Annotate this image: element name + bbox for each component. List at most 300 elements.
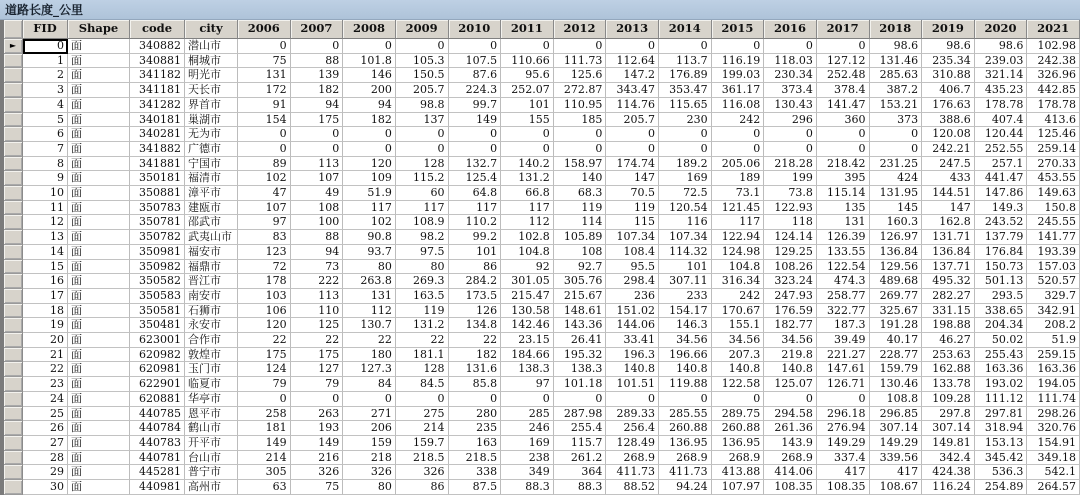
cell-2011[interactable]: 23.15 xyxy=(501,333,554,348)
cell-2011[interactable]: 238 xyxy=(501,451,554,466)
cell-shape[interactable]: 面 xyxy=(68,274,130,289)
cell-fid[interactable]: 25 xyxy=(23,407,68,422)
cell-code[interactable]: 350783 xyxy=(130,201,185,216)
cell-city[interactable]: 台山市 xyxy=(185,451,238,466)
cell-2012[interactable]: 138.3 xyxy=(554,362,607,377)
cell-2020[interactable]: 254.89 xyxy=(975,480,1028,495)
cell-2017[interactable]: 322.77 xyxy=(817,304,870,319)
cell-2006[interactable]: 154 xyxy=(238,113,291,128)
cell-2019[interactable]: 297.8 xyxy=(922,407,975,422)
cell-shape[interactable]: 面 xyxy=(68,318,130,333)
cell-2006[interactable]: 83 xyxy=(238,230,291,245)
cell-2011[interactable]: 95.6 xyxy=(501,68,554,83)
row-selector[interactable] xyxy=(4,230,23,245)
row-selector[interactable] xyxy=(4,304,23,319)
cell-2010[interactable]: 0 xyxy=(449,392,502,407)
cell-2020[interactable]: 50.02 xyxy=(975,333,1028,348)
cell-fid[interactable]: 6 xyxy=(23,127,68,142)
cell-2014[interactable]: 230 xyxy=(659,113,712,128)
cell-2012[interactable]: 364 xyxy=(554,465,607,480)
cell-2006[interactable]: 106 xyxy=(238,304,291,319)
cell-code[interactable]: 340882 xyxy=(130,39,185,54)
cell-city[interactable]: 玉门市 xyxy=(185,362,238,377)
cell-2008[interactable]: 200 xyxy=(343,83,396,98)
cell-2014[interactable]: 169 xyxy=(659,171,712,186)
cell-2014[interactable]: 34.56 xyxy=(659,333,712,348)
cell-2007[interactable]: 88 xyxy=(291,230,344,245)
cell-2021[interactable]: 442.85 xyxy=(1027,83,1080,98)
cell-city[interactable]: 晋江市 xyxy=(185,274,238,289)
cell-2009[interactable]: 86 xyxy=(396,480,449,495)
cell-code[interactable]: 620982 xyxy=(130,348,185,363)
cell-2019[interactable]: 120.08 xyxy=(922,127,975,142)
cell-2018[interactable]: 153.21 xyxy=(870,98,923,113)
cell-city[interactable]: 巢湖市 xyxy=(185,113,238,128)
cell-city[interactable]: 潜山市 xyxy=(185,39,238,54)
cell-2013[interactable]: 119 xyxy=(606,201,659,216)
cell-2011[interactable]: 301.05 xyxy=(501,274,554,289)
cell-2017[interactable]: 187.3 xyxy=(817,318,870,333)
cell-2006[interactable]: 103 xyxy=(238,289,291,304)
cell-code[interactable]: 350881 xyxy=(130,186,185,201)
cell-2020[interactable]: 345.42 xyxy=(975,451,1028,466)
cell-2006[interactable]: 258 xyxy=(238,407,291,422)
cell-2014[interactable]: 260.88 xyxy=(659,421,712,436)
cell-2016[interactable]: 143.9 xyxy=(764,436,817,451)
cell-2015[interactable]: 34.56 xyxy=(712,333,765,348)
cell-2013[interactable]: 205.7 xyxy=(606,113,659,128)
cell-2015[interactable]: 116.08 xyxy=(712,98,765,113)
cell-shape[interactable]: 面 xyxy=(68,54,130,69)
cell-city[interactable]: 广德市 xyxy=(185,142,238,157)
cell-2014[interactable]: 353.47 xyxy=(659,83,712,98)
cell-2006[interactable]: 214 xyxy=(238,451,291,466)
cell-2009[interactable]: 98.8 xyxy=(396,98,449,113)
row-selector[interactable] xyxy=(4,465,23,480)
row-selector[interactable] xyxy=(4,392,23,407)
cell-fid[interactable]: 20 xyxy=(23,333,68,348)
cell-2008[interactable]: 102 xyxy=(343,215,396,230)
cell-2007[interactable]: 108 xyxy=(291,201,344,216)
cell-2012[interactable]: 261.2 xyxy=(554,451,607,466)
cell-2012[interactable]: 26.41 xyxy=(554,333,607,348)
cell-2018[interactable]: 231.25 xyxy=(870,157,923,172)
cell-2018[interactable]: 131.95 xyxy=(870,186,923,201)
cell-fid[interactable]: 30 xyxy=(23,480,68,495)
cell-2006[interactable]: 75 xyxy=(238,54,291,69)
cell-2011[interactable]: 112 xyxy=(501,215,554,230)
cell-2017[interactable]: 149.29 xyxy=(817,436,870,451)
column-header-2014[interactable]: 2014 xyxy=(659,20,712,39)
cell-city[interactable]: 建瓯市 xyxy=(185,201,238,216)
cell-2014[interactable]: 94.24 xyxy=(659,480,712,495)
cell-2014[interactable]: 116 xyxy=(659,215,712,230)
cell-2012[interactable]: 125.6 xyxy=(554,68,607,83)
cell-2016[interactable]: 140.8 xyxy=(764,362,817,377)
cell-fid[interactable]: 27 xyxy=(23,436,68,451)
cell-2012[interactable]: 110.95 xyxy=(554,98,607,113)
cell-2020[interactable]: 178.78 xyxy=(975,98,1028,113)
cell-2012[interactable]: 68.3 xyxy=(554,186,607,201)
cell-code[interactable]: 622901 xyxy=(130,377,185,392)
cell-2011[interactable]: 0 xyxy=(501,39,554,54)
cell-2015[interactable]: 0 xyxy=(712,142,765,157)
cell-2007[interactable]: 175 xyxy=(291,113,344,128)
cell-2009[interactable]: 218.5 xyxy=(396,451,449,466)
cell-2021[interactable]: 125.46 xyxy=(1027,127,1080,142)
cell-2013[interactable]: 289.33 xyxy=(606,407,659,422)
cell-2011[interactable]: 142.46 xyxy=(501,318,554,333)
cell-2006[interactable]: 22 xyxy=(238,333,291,348)
cell-2021[interactable]: 270.33 xyxy=(1027,157,1080,172)
cell-2009[interactable]: 98.2 xyxy=(396,230,449,245)
cell-2020[interactable]: 501.13 xyxy=(975,274,1028,289)
cell-2010[interactable]: 134.8 xyxy=(449,318,502,333)
cell-shape[interactable]: 面 xyxy=(68,83,130,98)
cell-2015[interactable]: 116.19 xyxy=(712,54,765,69)
cell-2019[interactable]: 109.28 xyxy=(922,392,975,407)
column-header-2018[interactable]: 2018 xyxy=(870,20,923,39)
cell-2016[interactable]: 118 xyxy=(764,215,817,230)
cell-2015[interactable]: 155.1 xyxy=(712,318,765,333)
cell-2014[interactable]: 411.73 xyxy=(659,465,712,480)
cell-2021[interactable]: 298.26 xyxy=(1027,407,1080,422)
cell-2007[interactable]: 110 xyxy=(291,304,344,319)
cell-2019[interactable]: 116.24 xyxy=(922,480,975,495)
cell-2007[interactable]: 222 xyxy=(291,274,344,289)
cell-2020[interactable]: 257.1 xyxy=(975,157,1028,172)
cell-2019[interactable]: 310.88 xyxy=(922,68,975,83)
cell-2010[interactable]: 280 xyxy=(449,407,502,422)
cell-2014[interactable]: 146.3 xyxy=(659,318,712,333)
cell-2008[interactable]: 80 xyxy=(343,480,396,495)
cell-2012[interactable]: 195.32 xyxy=(554,348,607,363)
cell-2012[interactable]: 185 xyxy=(554,113,607,128)
cell-shape[interactable]: 面 xyxy=(68,333,130,348)
cell-2011[interactable]: 169 xyxy=(501,436,554,451)
cell-2017[interactable]: 296.18 xyxy=(817,407,870,422)
cell-shape[interactable]: 面 xyxy=(68,157,130,172)
cell-2011[interactable]: 88.3 xyxy=(501,480,554,495)
cell-2020[interactable]: 150.73 xyxy=(975,260,1028,275)
cell-2021[interactable]: 264.57 xyxy=(1027,480,1080,495)
cell-2013[interactable]: 147.2 xyxy=(606,68,659,83)
cell-2010[interactable]: 224.3 xyxy=(449,83,502,98)
cell-2014[interactable]: 0 xyxy=(659,392,712,407)
cell-2012[interactable]: 88.3 xyxy=(554,480,607,495)
cell-2013[interactable]: 0 xyxy=(606,127,659,142)
cell-2007[interactable]: 0 xyxy=(291,39,344,54)
cell-2015[interactable]: 170.67 xyxy=(712,304,765,319)
cell-2017[interactable]: 360 xyxy=(817,113,870,128)
cell-2008[interactable]: 101.8 xyxy=(343,54,396,69)
cell-2006[interactable]: 172 xyxy=(238,83,291,98)
cell-2010[interactable]: 149 xyxy=(449,113,502,128)
cell-2011[interactable]: 66.8 xyxy=(501,186,554,201)
cell-2021[interactable]: 150.8 xyxy=(1027,201,1080,216)
cell-shape[interactable]: 面 xyxy=(68,142,130,157)
cell-2017[interactable]: 141.47 xyxy=(817,98,870,113)
cell-2009[interactable]: 80 xyxy=(396,260,449,275)
cell-2012[interactable]: 140 xyxy=(554,171,607,186)
cell-2021[interactable]: 413.6 xyxy=(1027,113,1080,128)
cell-2019[interactable]: 406.7 xyxy=(922,83,975,98)
cell-2007[interactable]: 326 xyxy=(291,465,344,480)
cell-2011[interactable]: 215.47 xyxy=(501,289,554,304)
cell-2017[interactable]: 126.71 xyxy=(817,377,870,392)
cell-2010[interactable]: 182 xyxy=(449,348,502,363)
cell-shape[interactable]: 面 xyxy=(68,407,130,422)
cell-2021[interactable]: 326.96 xyxy=(1027,68,1080,83)
row-selector[interactable] xyxy=(4,157,23,172)
cell-2021[interactable]: 349.18 xyxy=(1027,451,1080,466)
cell-2016[interactable]: 373.4 xyxy=(764,83,817,98)
cell-code[interactable]: 440784 xyxy=(130,421,185,436)
cell-2009[interactable]: 275 xyxy=(396,407,449,422)
cell-2021[interactable]: 320.76 xyxy=(1027,421,1080,436)
cell-2007[interactable]: 88 xyxy=(291,54,344,69)
cell-2019[interactable]: 424.38 xyxy=(922,465,975,480)
cell-2009[interactable]: 115.2 xyxy=(396,171,449,186)
cell-2013[interactable]: 112.64 xyxy=(606,54,659,69)
cell-fid[interactable]: 22 xyxy=(23,362,68,377)
cell-city[interactable]: 鹤山市 xyxy=(185,421,238,436)
cell-2018[interactable]: 325.67 xyxy=(870,304,923,319)
cell-2018[interactable]: 307.14 xyxy=(870,421,923,436)
cell-2011[interactable]: 104.8 xyxy=(501,245,554,260)
cell-2014[interactable]: 0 xyxy=(659,142,712,157)
cell-2016[interactable]: 129.25 xyxy=(764,245,817,260)
row-selector[interactable] xyxy=(4,215,23,230)
cell-2008[interactable]: 0 xyxy=(343,392,396,407)
cell-2010[interactable]: 0 xyxy=(449,142,502,157)
cell-city[interactable]: 漳平市 xyxy=(185,186,238,201)
cell-2008[interactable]: 180 xyxy=(343,348,396,363)
cell-2013[interactable]: 0 xyxy=(606,142,659,157)
cell-2020[interactable]: 297.81 xyxy=(975,407,1028,422)
cell-2016[interactable]: 124.14 xyxy=(764,230,817,245)
cell-2018[interactable]: 269.77 xyxy=(870,289,923,304)
cell-shape[interactable]: 面 xyxy=(68,98,130,113)
cell-2018[interactable]: 129.56 xyxy=(870,260,923,275)
cell-2020[interactable]: 293.5 xyxy=(975,289,1028,304)
cell-2007[interactable]: 75 xyxy=(291,480,344,495)
cell-2018[interactable]: 159.79 xyxy=(870,362,923,377)
column-header-city[interactable]: city xyxy=(185,20,238,39)
cell-2017[interactable]: 135 xyxy=(817,201,870,216)
cell-fid[interactable]: 13 xyxy=(23,230,68,245)
cell-2012[interactable]: 0 xyxy=(554,142,607,157)
cell-2014[interactable]: 196.66 xyxy=(659,348,712,363)
cell-2017[interactable]: 108.35 xyxy=(817,480,870,495)
cell-2007[interactable]: 182 xyxy=(291,83,344,98)
cell-2021[interactable]: 194.05 xyxy=(1027,377,1080,392)
cell-shape[interactable]: 面 xyxy=(68,215,130,230)
cell-code[interactable]: 350583 xyxy=(130,289,185,304)
cell-2010[interactable]: 99.2 xyxy=(449,230,502,245)
cell-2018[interactable]: 191.28 xyxy=(870,318,923,333)
cell-2009[interactable]: 84.5 xyxy=(396,377,449,392)
cell-2012[interactable]: 92.7 xyxy=(554,260,607,275)
cell-2009[interactable]: 0 xyxy=(396,392,449,407)
cell-2016[interactable]: 0 xyxy=(764,142,817,157)
row-selector[interactable] xyxy=(4,318,23,333)
cell-2015[interactable]: 207.3 xyxy=(712,348,765,363)
cell-2008[interactable]: 206 xyxy=(343,421,396,436)
cell-2012[interactable]: 101.18 xyxy=(554,377,607,392)
cell-2012[interactable]: 287.98 xyxy=(554,407,607,422)
cell-2010[interactable]: 284.2 xyxy=(449,274,502,289)
cell-2007[interactable]: 49 xyxy=(291,186,344,201)
cell-2006[interactable]: 63 xyxy=(238,480,291,495)
cell-shape[interactable]: 面 xyxy=(68,465,130,480)
cell-2009[interactable]: 105.3 xyxy=(396,54,449,69)
cell-2017[interactable]: 122.54 xyxy=(817,260,870,275)
cell-2011[interactable]: 117 xyxy=(501,201,554,216)
row-selector[interactable] xyxy=(4,274,23,289)
cell-2014[interactable]: 0 xyxy=(659,39,712,54)
cell-2009[interactable]: 117 xyxy=(396,201,449,216)
cell-2014[interactable]: 268.9 xyxy=(659,451,712,466)
cell-2006[interactable]: 79 xyxy=(238,377,291,392)
cell-2019[interactable]: 136.84 xyxy=(922,245,975,260)
cell-2007[interactable]: 94 xyxy=(291,98,344,113)
cell-2015[interactable]: 0 xyxy=(712,392,765,407)
cell-code[interactable]: 340281 xyxy=(130,127,185,142)
cell-2006[interactable]: 305 xyxy=(238,465,291,480)
row-selector[interactable] xyxy=(4,142,23,157)
cell-2017[interactable]: 378.4 xyxy=(817,83,870,98)
cell-2020[interactable]: 338.65 xyxy=(975,304,1028,319)
cell-2015[interactable]: 122.94 xyxy=(712,230,765,245)
cell-shape[interactable]: 面 xyxy=(68,451,130,466)
cell-2019[interactable]: 235.34 xyxy=(922,54,975,69)
cell-2008[interactable]: 131 xyxy=(343,289,396,304)
cell-2010[interactable]: 173.5 xyxy=(449,289,502,304)
column-header-2008[interactable]: 2008 xyxy=(343,20,396,39)
cell-fid[interactable]: 26 xyxy=(23,421,68,436)
cell-2021[interactable]: 51.9 xyxy=(1027,333,1080,348)
cell-2010[interactable]: 132.7 xyxy=(449,157,502,172)
cell-2008[interactable]: 130.7 xyxy=(343,318,396,333)
cell-2021[interactable]: 193.39 xyxy=(1027,245,1080,260)
cell-2014[interactable]: 115.65 xyxy=(659,98,712,113)
row-selector[interactable] xyxy=(4,480,23,495)
cell-2017[interactable]: 276.94 xyxy=(817,421,870,436)
cell-shape[interactable]: 面 xyxy=(68,260,130,275)
cell-2019[interactable]: 162.8 xyxy=(922,215,975,230)
cell-2013[interactable]: 140.8 xyxy=(606,362,659,377)
cell-2014[interactable]: 101 xyxy=(659,260,712,275)
cell-code[interactable]: 350982 xyxy=(130,260,185,275)
cell-2015[interactable]: 413.88 xyxy=(712,465,765,480)
cell-2012[interactable]: 305.76 xyxy=(554,274,607,289)
cell-2013[interactable]: 298.4 xyxy=(606,274,659,289)
cell-2010[interactable]: 64.8 xyxy=(449,186,502,201)
cell-2009[interactable]: 137 xyxy=(396,113,449,128)
cell-2016[interactable]: 230.34 xyxy=(764,68,817,83)
cell-2016[interactable]: 108.26 xyxy=(764,260,817,275)
cell-2011[interactable]: 138.3 xyxy=(501,362,554,377)
cell-city[interactable]: 开平市 xyxy=(185,436,238,451)
cell-2007[interactable]: 113 xyxy=(291,157,344,172)
row-selector[interactable] xyxy=(4,260,23,275)
cell-shape[interactable]: 面 xyxy=(68,68,130,83)
cell-2017[interactable]: 131 xyxy=(817,215,870,230)
cell-2009[interactable]: 159.7 xyxy=(396,436,449,451)
row-selector[interactable] xyxy=(4,186,23,201)
cell-2019[interactable]: 176.63 xyxy=(922,98,975,113)
cell-fid[interactable]: 15 xyxy=(23,260,68,275)
cell-2007[interactable]: 149 xyxy=(291,436,344,451)
cell-2008[interactable]: 93.7 xyxy=(343,245,396,260)
cell-2018[interactable]: 0 xyxy=(870,142,923,157)
cell-2010[interactable]: 101 xyxy=(449,245,502,260)
cell-2013[interactable]: 33.41 xyxy=(606,333,659,348)
row-selector[interactable] xyxy=(4,113,23,128)
cell-shape[interactable]: 面 xyxy=(68,362,130,377)
cell-city[interactable]: 敦煌市 xyxy=(185,348,238,363)
cell-2018[interactable]: 296.85 xyxy=(870,407,923,422)
cell-2014[interactable]: 307.11 xyxy=(659,274,712,289)
column-header-fid[interactable]: FID xyxy=(23,20,68,39)
cell-2009[interactable]: 181.1 xyxy=(396,348,449,363)
cell-2013[interactable]: 0 xyxy=(606,39,659,54)
cell-2015[interactable]: 0 xyxy=(712,39,765,54)
cell-2014[interactable]: 154.17 xyxy=(659,304,712,319)
cell-2016[interactable]: 34.56 xyxy=(764,333,817,348)
cell-city[interactable]: 高州市 xyxy=(185,480,238,495)
cell-2013[interactable]: 174.74 xyxy=(606,157,659,172)
cell-shape[interactable]: 面 xyxy=(68,186,130,201)
cell-2009[interactable]: 205.7 xyxy=(396,83,449,98)
cell-2016[interactable]: 199 xyxy=(764,171,817,186)
cell-2016[interactable]: 218.28 xyxy=(764,157,817,172)
cell-2009[interactable]: 214 xyxy=(396,421,449,436)
cell-2020[interactable]: 163.36 xyxy=(975,362,1028,377)
cell-2015[interactable]: 189 xyxy=(712,171,765,186)
cell-2014[interactable]: 72.5 xyxy=(659,186,712,201)
cell-2011[interactable]: 102.8 xyxy=(501,230,554,245)
cell-2018[interactable]: 126.97 xyxy=(870,230,923,245)
cell-2014[interactable]: 233 xyxy=(659,289,712,304)
cell-2009[interactable]: 97.5 xyxy=(396,245,449,260)
cell-2019[interactable]: 253.63 xyxy=(922,348,975,363)
cell-2016[interactable]: 414.06 xyxy=(764,465,817,480)
row-selector[interactable] xyxy=(4,39,23,54)
cell-shape[interactable]: 面 xyxy=(68,230,130,245)
cell-2015[interactable]: 199.03 xyxy=(712,68,765,83)
cell-2021[interactable]: 154.91 xyxy=(1027,436,1080,451)
cell-2009[interactable]: 0 xyxy=(396,39,449,54)
cell-city[interactable]: 恩平市 xyxy=(185,407,238,422)
cell-fid[interactable]: 11 xyxy=(23,201,68,216)
cell-2018[interactable]: 130.46 xyxy=(870,377,923,392)
cell-2009[interactable]: 22 xyxy=(396,333,449,348)
row-selector[interactable] xyxy=(4,436,23,451)
cell-code[interactable]: 440781 xyxy=(130,451,185,466)
cell-2010[interactable]: 235 xyxy=(449,421,502,436)
cell-2016[interactable]: 219.8 xyxy=(764,348,817,363)
cell-code[interactable]: 341182 xyxy=(130,68,185,83)
cell-2014[interactable]: 189.2 xyxy=(659,157,712,172)
cell-2019[interactable]: 331.15 xyxy=(922,304,975,319)
cell-2020[interactable]: 239.03 xyxy=(975,54,1028,69)
cell-code[interactable]: 440783 xyxy=(130,436,185,451)
cell-2009[interactable]: 108.9 xyxy=(396,215,449,230)
row-selector[interactable] xyxy=(4,54,23,69)
cell-2016[interactable]: 118.03 xyxy=(764,54,817,69)
